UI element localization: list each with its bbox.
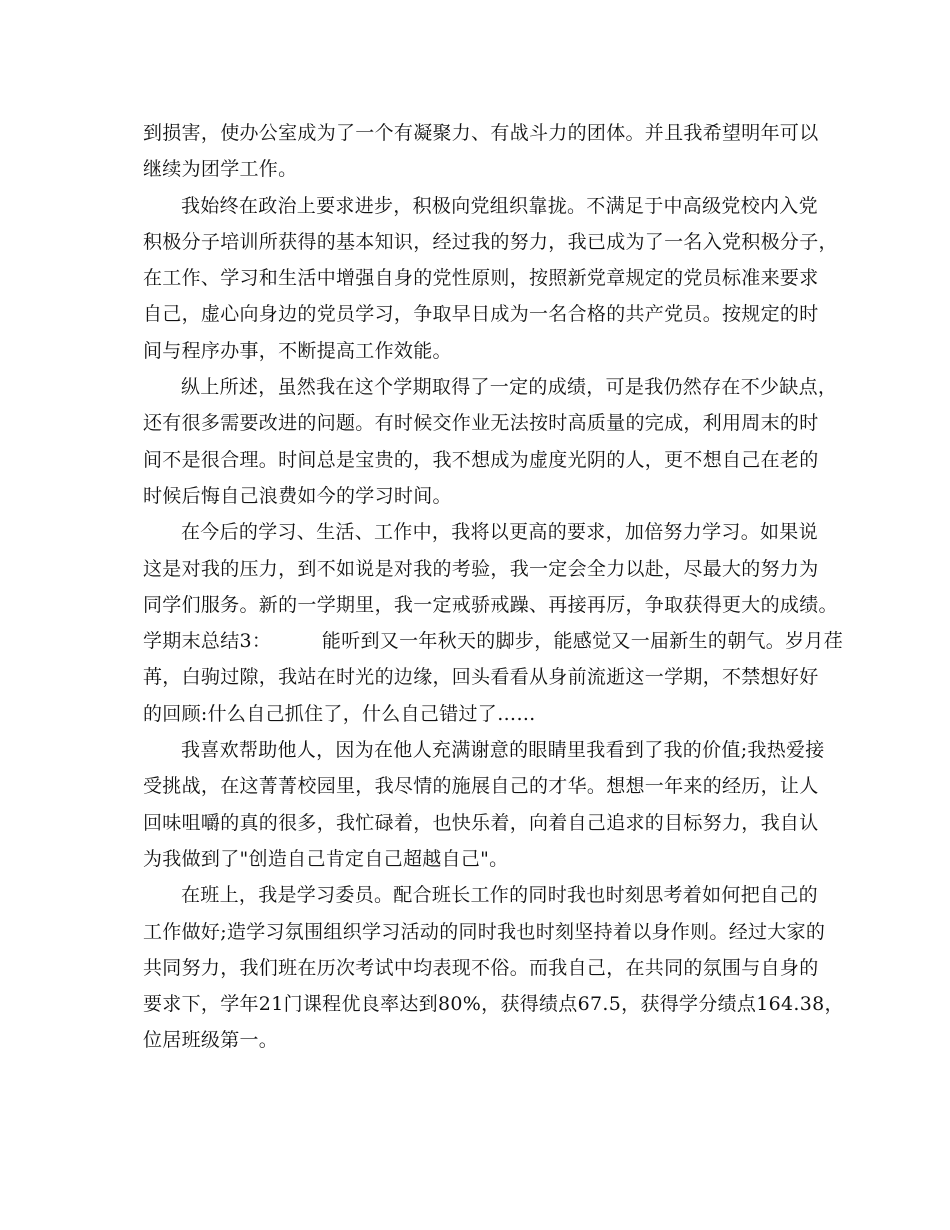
- text-line: 位居班级第一。: [143, 1029, 279, 1052]
- text-line: 间不是很合理。时间总是宝贵的，我不想成为虚度光阴的人，更不想自己在老的: [143, 448, 819, 471]
- text-line: 积极分子培训所获得的基本知识，经过我的努力，我已成为了一名入党积极分子，: [143, 230, 838, 253]
- text-line: 间与程序办事，不断提高工作效能。: [143, 339, 452, 362]
- text-line: 受挑战，在这菁菁校园里，我尽情的施展自己的才华。想想一年来的经历，让人: [143, 775, 819, 798]
- text-line: 共同努力，我们班在历次考试中均表现不俗。而我自己，在共同的氛围与自身的: [143, 956, 819, 979]
- paragraph-first-line: 纵上所述，虽然我在这个学期取得了一定的成绩，可是我仍然存在不少缺点，: [181, 376, 838, 399]
- text-line: 要求下，学年21门课程优良率达到80%，获得绩点67.5，获得学分绩点164.38，: [143, 993, 844, 1016]
- text-line: 的回顾:什么自己抓住了，什么自己错过了……: [143, 702, 536, 725]
- text-line: 时候后悔自己浪费如今的学习时间。: [143, 484, 452, 507]
- text-line: 自己，虚心向身边的党员学习，争取早日成为一名合格的共产党员。按规定的时: [143, 303, 819, 326]
- paragraph-first-line: 我始终在政治上要求进步，积极向党组织靠拢。不满足于中高级党校内入党: [181, 194, 818, 217]
- paragraph-first-line: 我喜欢帮助他人，因为在他人充满谢意的眼睛里我看到了我的价值;我热爱接: [181, 739, 825, 762]
- text-line: 苒，白驹过隙，我站在时光的边缘，回头看看从身前流逝这一学期，不禁想好好: [143, 666, 819, 689]
- document-body: [143, 115, 844, 1059]
- text-line: 为我做到了"创造自己肯定自己超越自己"。: [143, 847, 509, 870]
- text-line: 这是对我的压力，到不如说是对我的考验，我一定会全力以赴，尽最大的努力为: [143, 557, 819, 580]
- text-line: 在工作、学习和生活中增强自身的党性原则，按照新党章规定的党员标准来要求: [143, 267, 819, 290]
- text-line: 还有很多需要改进的问题。有时候交作业无法按时高质量的完成，利用周末的时: [143, 412, 819, 435]
- text-line: 工作做好;造学习氛围组织学习活动的同时我也时刻坚持着以身作则。经过大家的: [143, 920, 826, 943]
- paragraph-first-line: 在班上，我是学习委员。配合班长工作的同时我也时刻思考着如何把自己的: [181, 884, 818, 907]
- text-line: 回味咀嚼的真的很多，我忙碌着，也快乐着，向着自己追求的目标努力，我自认: [143, 811, 819, 834]
- paragraph-first-line: 在今后的学习、生活、工作中，我将以更高的要求，加倍努力学习。如果说: [181, 521, 818, 544]
- text-line: 到损害，使办公室成为了一个有凝聚力、有战斗力的团体。并且我希望明年可以: [143, 122, 819, 144]
- text-line: 继续为团学工作。: [143, 158, 298, 181]
- text-line: 同学们服务。新的一学期里，我一定戒骄戒躁、再接再厉，争取获得更大的成绩。: [143, 593, 838, 616]
- section-heading-line: 学期末总结3： 能听到又一年秋天的脚步，能感觉又一届新生的朝气。岁月荏: [143, 630, 844, 653]
